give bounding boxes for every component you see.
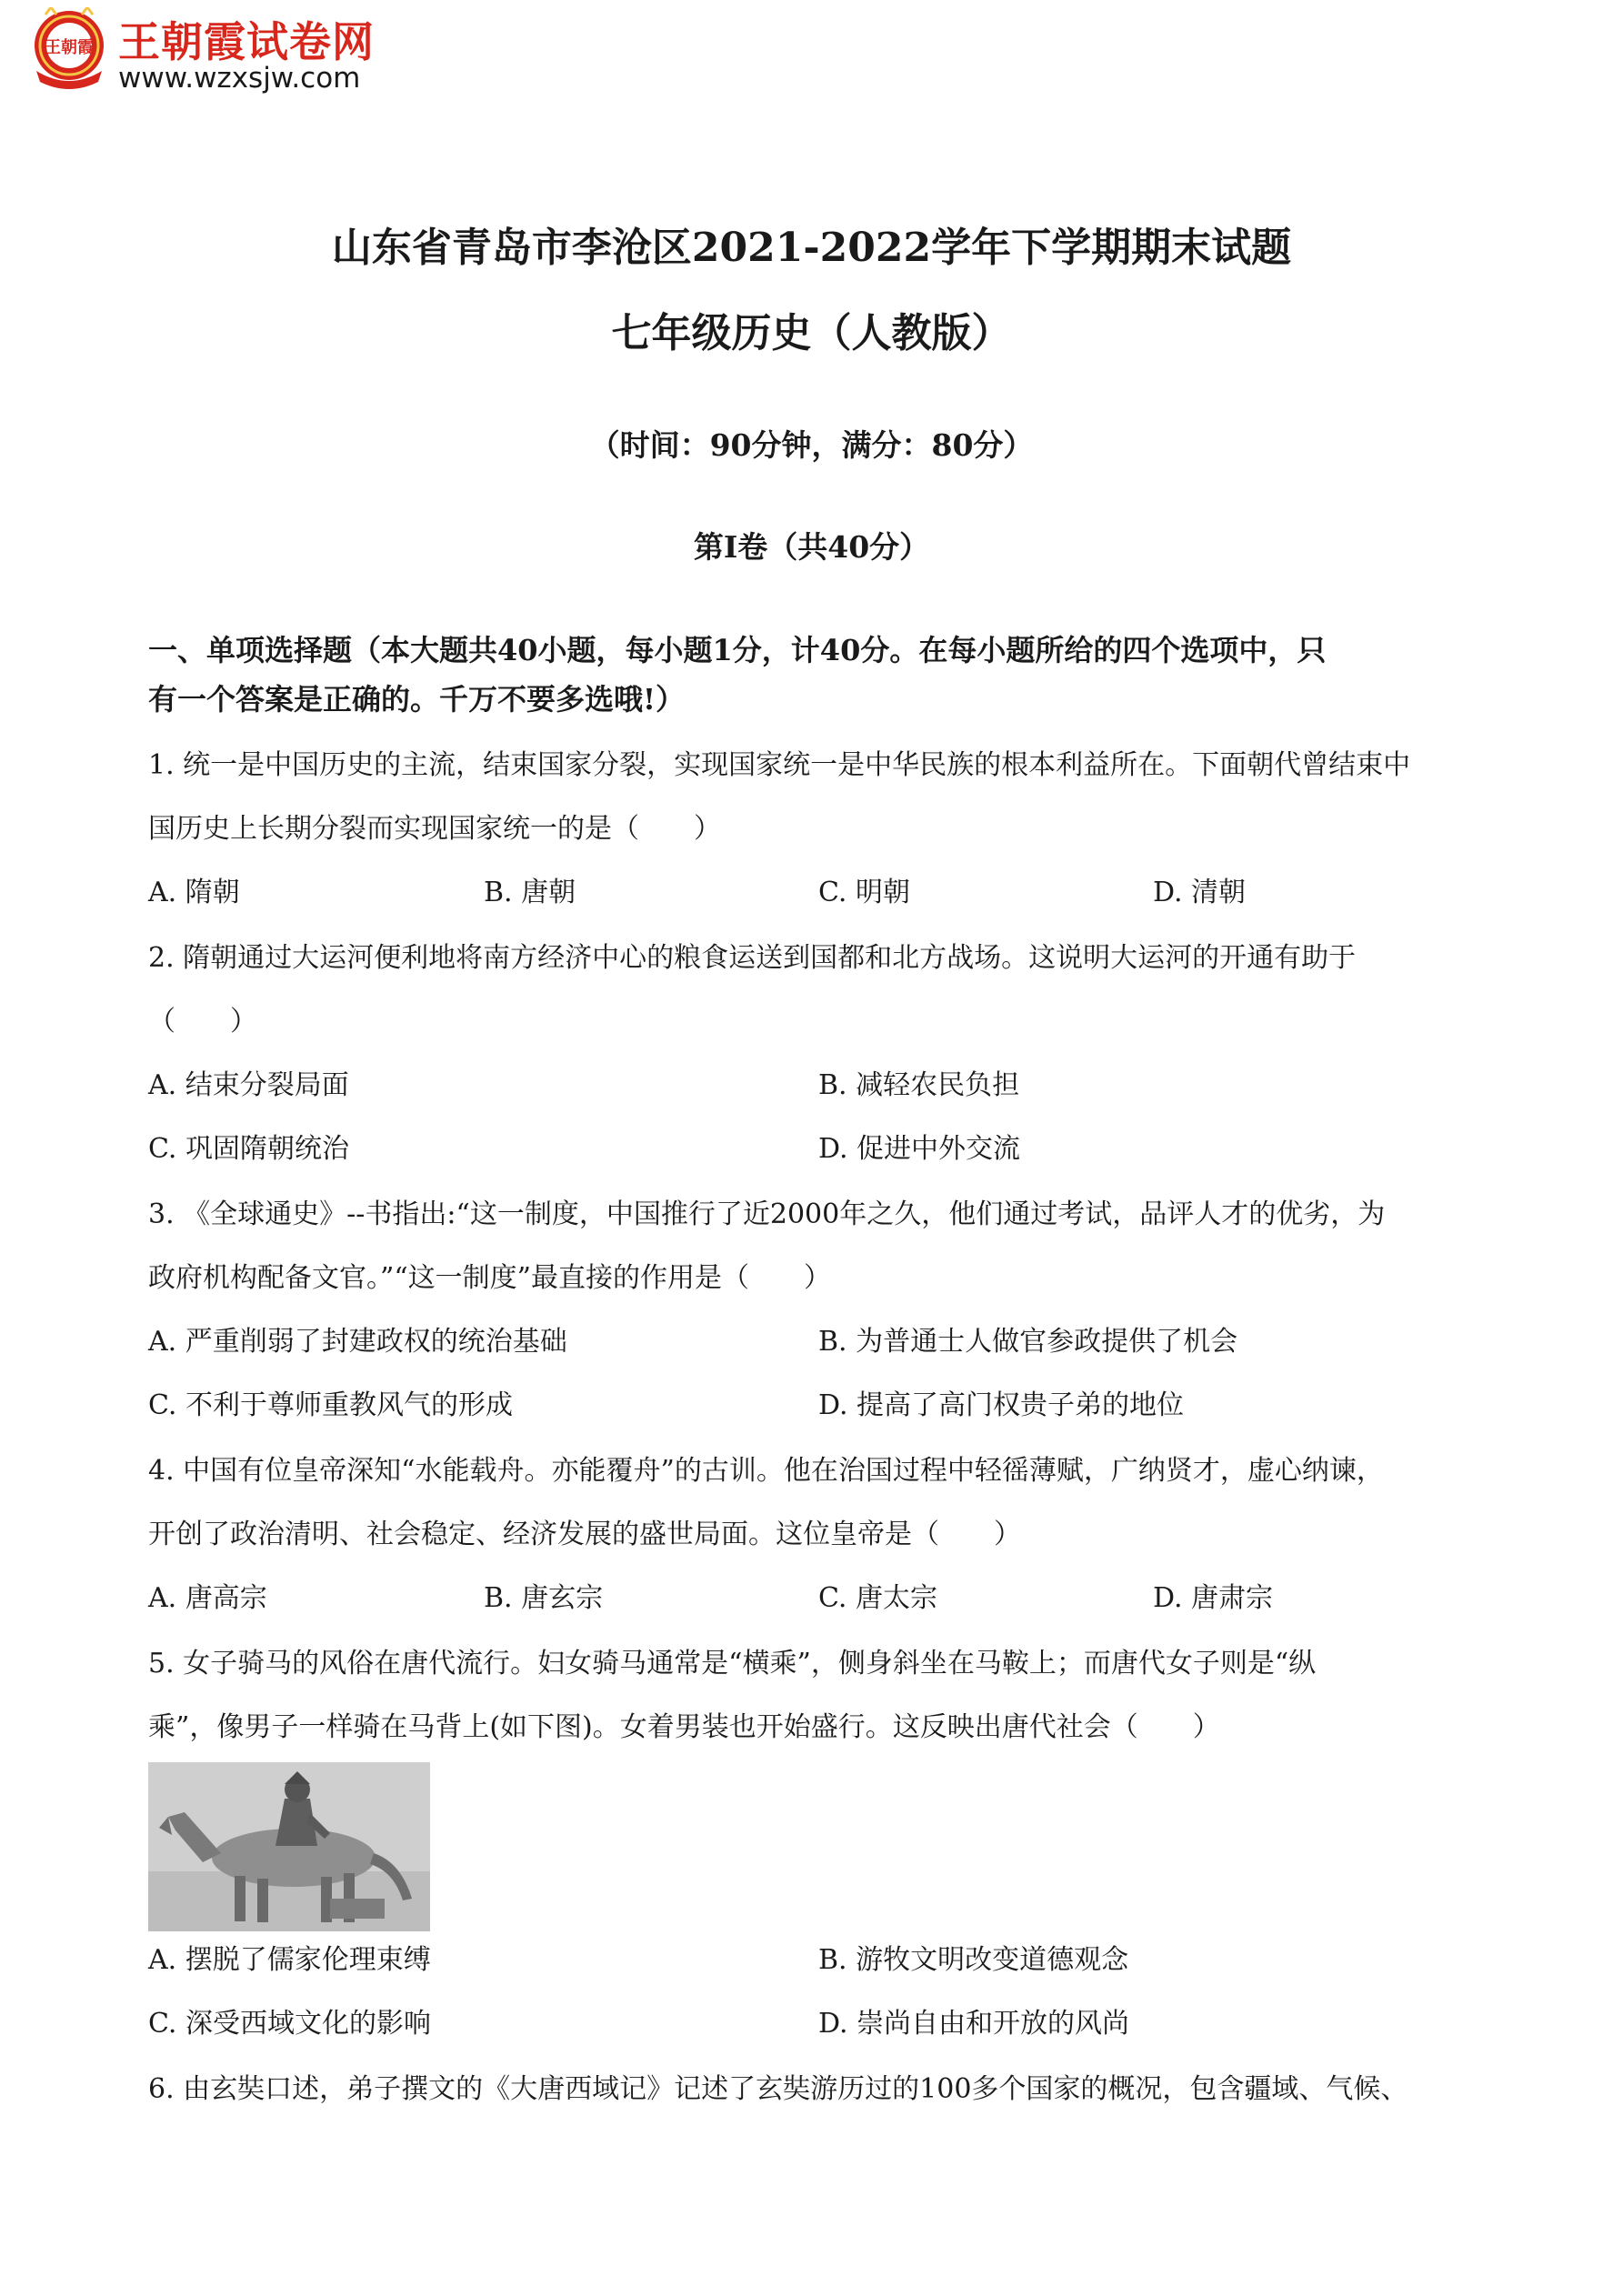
q5-option-a: A. 摆脱了儒家伦理束缚 <box>148 1944 431 1976</box>
question-1-line1: 1. 统一是中国历史的主流，结束国家分裂，实现国家统一是中华民族的根本利益所在。下面朝代曾结束中 <box>148 749 1411 781</box>
q2-option-a: A. 结束分裂局面 <box>148 1069 349 1101</box>
q4-option-a: A. 唐高宗 <box>148 1582 267 1614</box>
q5-option-d: D. 崇尚自由和开放的风尚 <box>818 2008 1130 2040</box>
section-heading-line2: 有一个答案是正确的。千万不要多选哦!） <box>148 682 686 717</box>
question-2-line2: （ ） <box>148 1006 257 1038</box>
q1-option-a: A. 隋朝 <box>148 877 240 908</box>
exam-subtitle: 七年级历史（人教版） <box>611 310 1012 356</box>
svg-text:王朝霞: 王朝霞 <box>45 38 94 57</box>
question-2-line1: 2. 隋朝通过大运河便利地将南方经济中心的粮食运送到国都和北方战场。这说明大运河的开通有助于 <box>148 942 1357 974</box>
question-3-line1: 3. 《全球通史》--书指出:“这一制度，中国推行了近2000年之久，他们通过考试，品评人才的优劣，为 <box>148 1198 1386 1230</box>
q1-option-d: D. 清朝 <box>1153 877 1247 908</box>
part-heading: 第Ⅰ卷（共40分） <box>693 529 930 565</box>
question-5-line2: 乘”，像男子一样骑在马背上(如下图)。女着男装也开始盛行。这反映出唐代社会（ ） <box>148 1711 1220 1743</box>
q2-option-d: D. 促进中外交流 <box>818 1133 1021 1165</box>
site-url[interactable]: www.wzxsjw.com <box>118 62 361 95</box>
question-5-line1: 5. 女子骑马的风俗在唐代流行。妇女骑马通常是“横乘”，侧身斜坐在马鞍上；而唐代女子则是“纵 <box>148 1648 1317 1679</box>
question-4-line2: 开创了政治清明、社会稳定、经济发展的盛世局面。这位皇帝是（ ） <box>148 1519 1021 1550</box>
q2-option-c: C. 巩固隋朝统治 <box>148 1133 349 1165</box>
q5-option-c: C. 深受西域文化的影响 <box>148 2008 431 2040</box>
q3-option-a: A. 严重削弱了封建政权的统治基础 <box>148 1326 567 1358</box>
question-3-line2: 政府机构配备文官。”“这一制度”最直接的作用是（ ） <box>148 1262 832 1294</box>
question-6-line1: 6. 由玄奘口述，弟子撰文的《大唐西域记》记述了玄奘游历过的100多个国家的概况，包含疆域、气候、 <box>148 2073 1408 2105</box>
q3-option-c: C. 不利于尊师重教风气的形成 <box>148 1389 513 1421</box>
question-1-line2: 国历史上长期分裂而实现国家统一的是（ ） <box>148 813 721 845</box>
q2-option-b: B. 减轻农民负担 <box>818 1069 1020 1101</box>
q3-option-d: D. 提高了高门权贵子弟的地位 <box>818 1389 1185 1421</box>
exam-meta: （时间：90分钟，满分：80分） <box>589 427 1034 463</box>
site-logo-badge <box>27 7 111 91</box>
tang-horse-rider-figure <box>148 1762 430 1931</box>
q1-option-c: C. 明朝 <box>818 877 910 908</box>
q1-option-b: B. 唐朝 <box>484 877 576 908</box>
q3-option-b: B. 为普通士人做官参政提供了机会 <box>818 1326 1238 1358</box>
q4-option-c: C. 唐太宗 <box>818 1582 937 1614</box>
q4-option-d: D. 唐肃宗 <box>1153 1582 1274 1614</box>
exam-title: 山东省青岛市李沧区2021-2022学年下学期期末试题 <box>331 225 1292 271</box>
site-name: 王朝霞试卷网 <box>118 17 375 66</box>
question-4-line1: 4. 中国有位皇帝深知“水能载舟。亦能覆舟”的古训。他在治国过程中轻徭薄赋，广纳贤才，虚心纳谏， <box>148 1455 1384 1487</box>
section-heading-line1: 一、单项选择题（本大题共40小题，每小题1分，计40分。在每小题所给的四个选项中，只 <box>148 633 1327 667</box>
q5-option-b: B. 游牧文明改变道德观念 <box>818 1944 1129 1976</box>
q4-option-b: B. 唐玄宗 <box>484 1582 604 1614</box>
